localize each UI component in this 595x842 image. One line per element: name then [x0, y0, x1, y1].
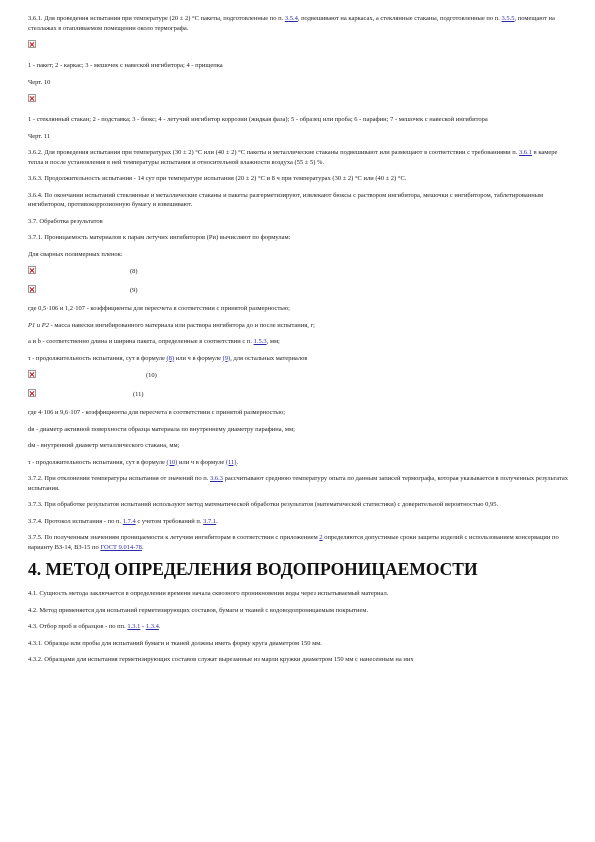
text: - — [140, 623, 146, 630]
text: или ч в формуле — [174, 354, 223, 362]
legend-figure-10: 1 - пакет; 2 - каркас; 3 - мешочек с навеской ингибитора; 4 - прищепка — [28, 62, 223, 69]
link-1-3-4[interactable]: 1.3.4 — [145, 623, 159, 630]
paragraph-3-6-3: 3.6.3. Продолжительность испытания - 14 сут при температуре испытания (20 ± 2) °С и 8 ч при температурах (30 ± 2) °С или (40 ± 2) °С. — [28, 175, 407, 182]
text: в камере тепла и после установления в ней температуры испытания и относительной влажности воздуха (55 ± 5) %. — [28, 149, 558, 166]
text: τ - продолжительность испытания, сут в формуле — [28, 354, 167, 362]
figure-11-image — [28, 94, 573, 104]
paragraph-4-3-1: 4.3.1. Образцы или пробы для испытаний бумаги и тканей должны иметь форму круга диаметром 150 мм. — [28, 639, 322, 647]
text: 4.3. Отбор проб и образцов - по пп. — [28, 623, 128, 630]
paragraph-d: dв - диаметр активной поверхности образца материала по внутреннему диаметру парафина, мм; — [28, 425, 295, 433]
document-page — [28, 14, 573, 672]
paragraph-3-6-4: 3.6.4. По окончании испытаний стеклянные и металлические стаканы и пакеты разгерметизируют, извлекают бюксы с раствором ингибитора, мешочки с ингибитором, таблетированным ингибитором, противокоррозионную бумагу и взвешивают. — [28, 191, 544, 208]
link-gost-9-014-78[interactable]: ГОСТ 9.014-78 — [100, 543, 142, 551]
text: P1 и P2 — [28, 321, 49, 329]
paragraph-3-7-2 — [28, 474, 573, 493]
formula-image-icon — [28, 285, 36, 293]
text: 3.7.4. Протокол испытания - по п. — [28, 517, 123, 525]
paragraph-3-6-2 — [28, 148, 573, 167]
text: a и b - соответственно длина и ширина пакета, определенные в соответствии с п. — [28, 338, 254, 345]
paragraph-4-3-2: 4.3.2. Образцами для испытания герметизирующих составов служат вырезанные из марли кружки диаметром 150 мм с нанесенным на них — [28, 656, 414, 663]
formula-number: (11) — [133, 391, 144, 398]
link-1-5-3[interactable]: 1.5.3 — [253, 338, 267, 345]
formula-image-icon — [28, 389, 36, 397]
text: . — [141, 543, 144, 551]
link-appendix-2[interactable]: 2 — [319, 534, 323, 541]
paragraph-4-1: 4.1. Сущность метода заключается в определении времени начала сквозного проникновения воды через испытываемый материал. — [28, 590, 389, 597]
formula-number: (10) — [146, 372, 157, 379]
text: с учетом требований п. — [135, 517, 204, 525]
broken-image-icon — [28, 94, 36, 102]
text: 3.6.2. Для проведения испытания при температурах (30 ± 2) °С или (40 ± 2) °С пакеты и металлические стаканы подвешивают или размещают в соответствии с требованиями п. — [28, 149, 520, 156]
link-3-5-5[interactable]: 3.5.5 — [501, 15, 515, 22]
link-formula-9[interactable]: (9) — [222, 354, 231, 362]
formula-image-icon — [28, 370, 36, 378]
paragraph-4-3 — [28, 622, 573, 632]
link-formula-8[interactable]: (8) — [166, 354, 175, 362]
text: . — [158, 623, 161, 630]
paragraph-a-b — [28, 337, 573, 347]
text: - масса навески ингибированного материала или раствора ингибитора до и после испытания, г; — [48, 321, 315, 329]
link-3-5-4[interactable]: 3.5.4 — [284, 15, 298, 22]
text: . — [216, 517, 218, 525]
link-formula-11[interactable]: (11) — [225, 458, 237, 466]
paragraph-dm: dм - внутренний диаметр металлического стакана, мм; — [28, 442, 180, 449]
text: , подвешивают на каркасах, а стеклянные стаканы, подготовленные по п. — [297, 15, 502, 22]
text: , для остальных материалов — [230, 354, 308, 362]
paragraph-coefficients-2: где 4·106 и 9,6·107 - коэффициенты для пересчета в соответствии с принятой размерностью; — [28, 409, 286, 416]
paragraph-3-7-3: 3.7.3. При обработке результатов испытаний используют метод математической обработки результатов (математической статистики) с доверительной вероятностью 0,95. — [28, 501, 499, 508]
paragraph-tau-2 — [28, 458, 573, 468]
legend-figure-11: 1 - стеклянный стакан; 2 - подставка; 3 - бюкс; 4 - летучий ингибитор коррозии (жидкая фаза); 5 - образец или проба; 6 - парафин; 7 - мешочек с навеской ингибитора — [28, 116, 488, 123]
paragraph-3-6-1 — [28, 14, 573, 33]
paragraph-films: Для сварных полимерных пленок: — [28, 250, 123, 258]
link-1-7-4[interactable]: 1.7.4 — [122, 517, 136, 525]
formula-image-icon — [28, 266, 36, 274]
paragraph-mass — [28, 321, 573, 331]
paragraph-tau — [28, 354, 573, 364]
link-3-6-1[interactable]: 3.6.1 — [519, 149, 533, 156]
formula-8 — [28, 266, 573, 276]
formula-number: (8) — [130, 268, 138, 275]
formula-number: (9) — [130, 287, 138, 294]
text: . — [236, 458, 239, 466]
figure-10-image — [28, 40, 573, 50]
formula-11 — [28, 389, 573, 399]
text: τ - продолжительность испытания, сут в формуле — [28, 458, 167, 466]
broken-image-icon — [28, 40, 36, 48]
link-formula-10[interactable]: (10) — [166, 458, 178, 466]
link-3-6-3[interactable]: 3.6.3 — [209, 475, 223, 482]
caption-figure-10: Черт. 10 — [28, 78, 51, 86]
paragraph-coefficients-1: где 0,5·106 и 1,2·107 - коэффициенты для пересчета в соответствии с принятой размерностью; — [28, 305, 290, 312]
text: или ч в формуле — [177, 458, 226, 466]
text: , мм; — [266, 338, 280, 345]
text: 3.7.5. По полученным значениям проницаемости к летучим ингибиторам в соответствии с приложением — [28, 534, 320, 541]
text: , помещают на стеллажах в отапливаемом помещении около термографа. — [28, 15, 555, 32]
paragraph-3-7-1: 3.7.1. Проницаемость материалов к парам летучих ингибиторов (Ри) вычисляют по формулам: — [28, 234, 291, 241]
link-1-3-1[interactable]: 1.3.1 — [127, 623, 141, 630]
text: 3.7.2. При отклонении температуры испытания от значений по п. — [28, 475, 210, 482]
text: 3.6.1. Для проведения испытания при температуре (20 ± 2) °С пакеты, подготовленные по п. — [28, 15, 285, 22]
caption-figure-11: Черт. 11 — [28, 132, 51, 140]
link-3-7-1[interactable]: 3.7.1 — [203, 517, 217, 525]
paragraph-3-7-4 — [28, 517, 573, 527]
paragraph-3-7-5 — [28, 533, 573, 552]
text: рассчитывают среднюю температуру опыта по данным записей термографа, которая указывается в полученных результатах испытания. — [28, 475, 569, 492]
text: определяются допустимые сроки защиты изделий с использованием консервации по варианту ВЗ-14, ВЗ-15 по — [28, 534, 559, 551]
formula-10 — [28, 370, 573, 380]
paragraph-3-7: 3.7. Обработка результатов — [28, 217, 103, 225]
formula-9 — [28, 285, 573, 295]
section-heading-4: 4. МЕТОД ОПРЕДЕЛЕНИЯ ВОДОПРОНИЦАЕМОСТИ — [28, 559, 478, 579]
paragraph-4-2: 4.2. Метод применяется для испытаний герметизирующих составов, бумаги и тканей с водоводопроницаемым покрытием. — [28, 606, 369, 614]
